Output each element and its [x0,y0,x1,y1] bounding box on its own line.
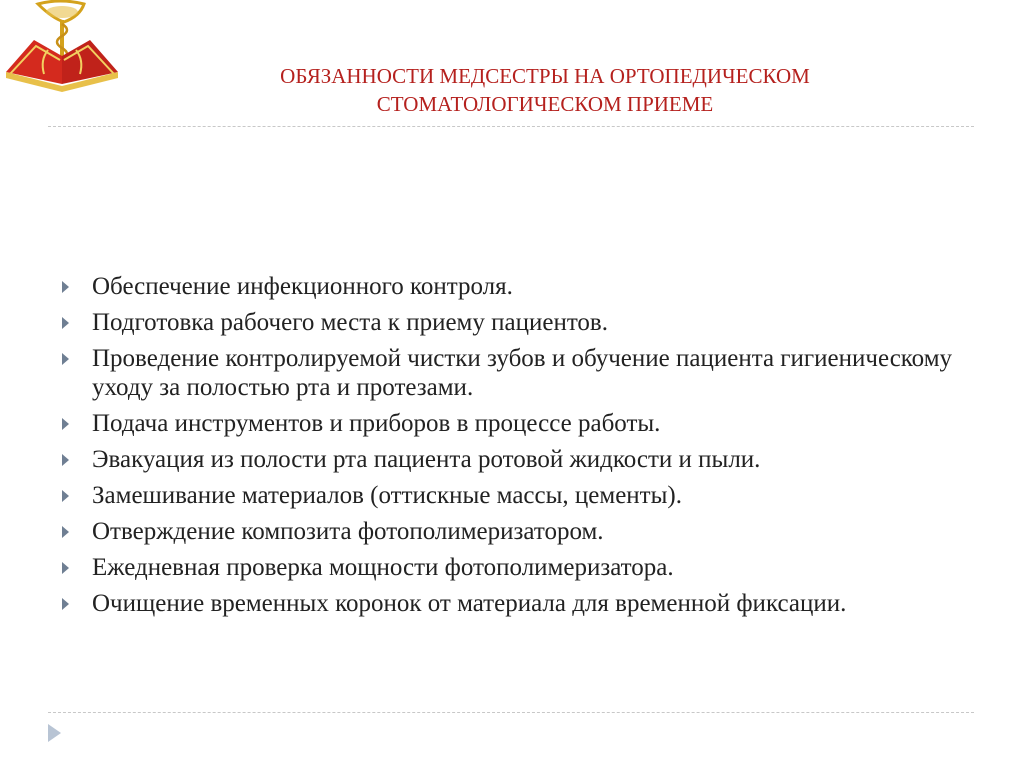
list-item [60,517,980,546]
list-item-text: Очищение временных коронок от материала для временной фиксации. [92,590,847,617]
page-title [200,62,890,118]
list-item-text: Отверждение композита фотополимеризатором. [92,518,604,545]
list-item-text: Обеспечение инфекционного контроля. [92,273,513,300]
footer-divider [48,712,974,713]
bullet-arrow-icon [62,317,69,329]
list-item-text: Подготовка рабочего места к приему пациентов. [92,309,608,336]
list-item [60,589,980,618]
duties-list [60,272,980,625]
list-item-text: Проведение контролируемой чистки зубов и обучение пациента гигиеническому уходу за полостью рта и протезами. [92,345,953,401]
list-item [60,409,980,438]
bullet-arrow-icon [62,598,69,610]
list-item [60,344,980,402]
title-line-1: ОБЯЗАННОСТИ МЕДСЕСТРЫ НА ОРТОПЕДИЧЕСКОМ [280,64,810,88]
header-divider [48,126,974,127]
bullet-arrow-icon [62,526,69,538]
medical-emblem-icon [0,0,126,96]
bullet-arrow-icon [62,490,69,502]
next-slide-arrow-icon[interactable] [48,724,61,742]
list-item [60,445,980,474]
bullet-arrow-icon [62,562,69,574]
title-line-2: СТОМАТОЛОГИЧЕСКОМ ПРИЕМЕ [376,92,714,116]
list-item-text: Эвакуация из полости рта пациента ротовой жидкости и пыли. [92,446,761,473]
list-item-text: Подача инструментов и приборов в процессе работы. [92,410,661,437]
bullet-arrow-icon [62,418,69,430]
bullet-arrow-icon [62,454,69,466]
list-item-text: Замешивание материалов (оттискные массы, цементы). [92,482,682,509]
bullet-arrow-icon [62,353,69,365]
list-item [60,308,980,337]
list-item [60,553,980,582]
bullet-arrow-icon [62,281,69,293]
list-item-text: Ежедневная проверка мощности фотополимеризатора. [92,554,674,581]
list-item [60,272,980,301]
list-item [60,481,980,510]
